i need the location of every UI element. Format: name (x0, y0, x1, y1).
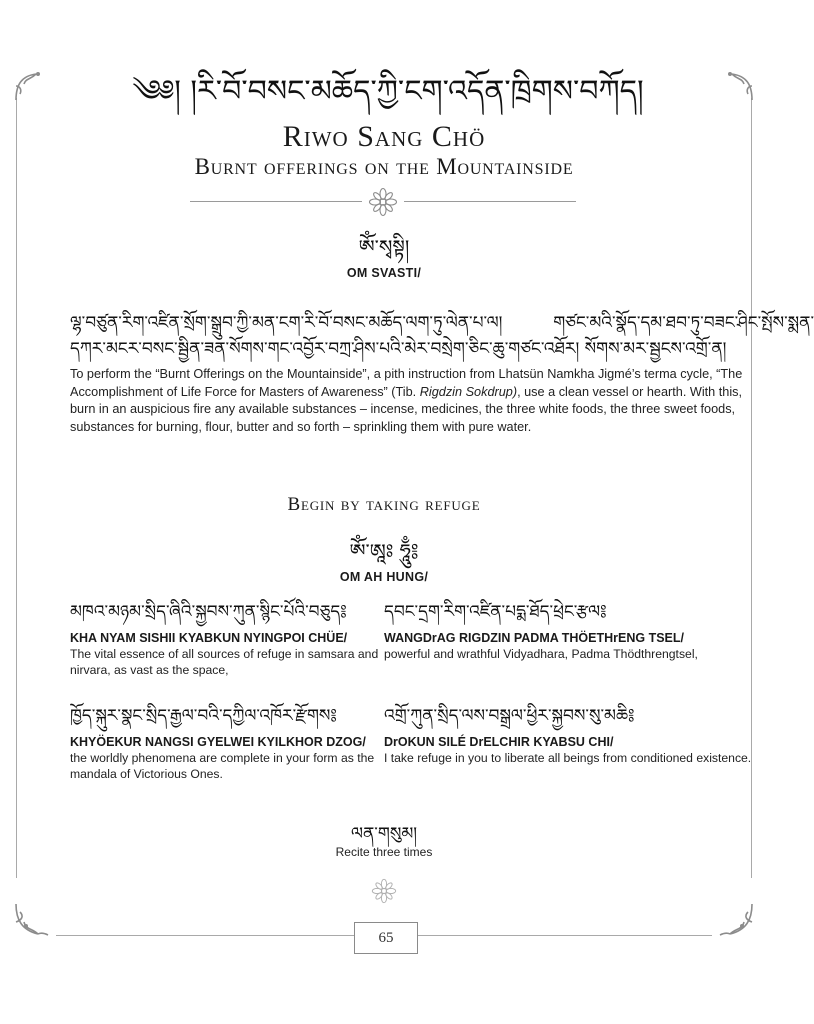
lotus-flower-icon (371, 878, 397, 904)
lotus-flower-icon (368, 187, 398, 217)
verse-transliteration: KHA NYAM SISHII KYABKUN NYINGPOI CHÜE/ (70, 631, 348, 645)
verse-block (384, 600, 754, 662)
invocation-tibetan: ཨོཾ་སྭསྟི། (358, 235, 410, 259)
verse-translation: powerful and wrathful Vidyadhara, Padma Thödthrengtsel, (384, 647, 698, 661)
invocation-latin: OM SVASTI/ (346, 266, 422, 280)
intro-tibetan-line-1-right: གཙང་མའི་སྣོད་དམ་ཐབ་ཏུ་བཟང་ཤིང་སྤོས་སྨན་ (553, 313, 814, 333)
verse-transliteration: WANGDrAG RIGDZIN PADMA THÖETHrENG TSEL/ (384, 631, 684, 645)
verse-block (70, 704, 380, 782)
divider-rule-left (190, 201, 362, 202)
page-number: 65 (354, 922, 418, 954)
corner-ornament-bottom-right-icon (720, 900, 760, 940)
title-tibetan: ༄༅། །རི་བོ་བསང་མཆོད་ཀྱི་ངག་འདོན་ཁྲིགས་བཀོད། (132, 74, 644, 109)
corner-ornament-top-right-icon (720, 66, 760, 106)
intro-tibetan-line-1 (70, 311, 814, 335)
intro-tibetan-line-1-left: ལྷ་བཙུན་རིག་འཛིན་སྲོག་སྒྲུབ་ཀྱི་མན་ངག་རི་བོ་བསང་མཆོད་ལག་ཏུ་ལེན་པ་ལ། (70, 313, 503, 333)
verse-translation: I take refuge in you to liberate all beings from conditioned existence. (384, 751, 752, 765)
verse-translation: the worldly phenomena are complete in your form as the mandala of Victorious Ones. (70, 751, 375, 781)
verse-tibetan: ཁྱོད་སྐུར་སྣང་སྲིད་རྒྱལ་བའི་དཀྱིལ་འཁོར་རྫོགས༔ (70, 706, 337, 726)
section-title: Begin by taking refuge (287, 494, 481, 515)
verse-translation: The vital essence of all sources of refuge in samsara and nirvara, as vast as the space, (70, 647, 379, 677)
verse-transliteration: KHYÖEKUR NANGSI GYELWEI KYILKHOR DZOG/ (70, 735, 366, 749)
page-title: Riwo Sang Chö (282, 120, 486, 153)
intro-paragraph-part-1: To perform the “Burnt Offerings on the Mountainside”, a pith instruction from Lhatsün Namkha Jigmé’s terma cycle, “The Accomplishment of Life Force for Masters of Awareness” (Tib. (70, 367, 743, 399)
verse-transliteration: DrOKUN SILÉ DrELCHIR KYABSU CHI/ (384, 735, 614, 749)
corner-ornament-bottom-left-icon (8, 900, 48, 940)
verse-block (70, 600, 380, 678)
frame-bottom-left-line (56, 935, 354, 936)
divider-rule-right (404, 201, 576, 202)
verse-tibetan: འགྲོ་ཀུན་སྲིད་ལས་བསྒྲལ་ཕྱིར་སྐྱབས་སུ་མཆི༔ (384, 706, 635, 726)
frame-bottom-right-line (416, 935, 712, 936)
verse-tibetan: དབང་དྲག་རིག་འཛིན་པདྨ་ཐོད་ཕྲེང་རྩལ༔ (384, 602, 607, 622)
title-divider (190, 187, 576, 217)
recite-tibetan: ལན་གསུམ། (350, 824, 418, 844)
frame-left-line (16, 98, 17, 878)
corner-ornament-top-left-icon (8, 66, 48, 106)
intro-paragraph-part-2: , use a clean vessel or hearth. With this, burn in an auspicious fire any available substances – incense, medicines, the three white foods, the three sweet foods, substances for burning, flour, butter and so forth – sprinkling them with pure water. (70, 384, 743, 434)
intro-paragraph (70, 366, 760, 436)
refuge-mantra-tibetan: ཨོཾ་ཨཱཿ ཧཱུྃ༔ (349, 539, 419, 563)
refuge-mantra-latin: OM AH HUNG/ (339, 570, 429, 584)
recite-label: Recite three times (335, 845, 433, 859)
verse-block (384, 704, 754, 766)
intro-tibetan-line-2: དཀར་མངར་བསང་སྦྱིན་ཟན་སོགས་གང་འབྱོར་བཀྲ་ཤིས་པའི་མེར་བསྲེག་ཅིང་ཆུ་གཙང་འཐོར། སོགས་མར་སྦྱངས་འགྲོ་ན། (70, 339, 727, 359)
verse-tibetan: མཁའ་མཉམ་སྲིད་ཞིའི་སྐྱབས་ཀུན་སྙིང་པོའི་བཅུད༔ (70, 602, 347, 622)
page-subtitle: Burnt offerings on the Mountainside (194, 154, 574, 179)
intro-paragraph-italic: Rigdzin Sokdrup) (419, 384, 518, 399)
